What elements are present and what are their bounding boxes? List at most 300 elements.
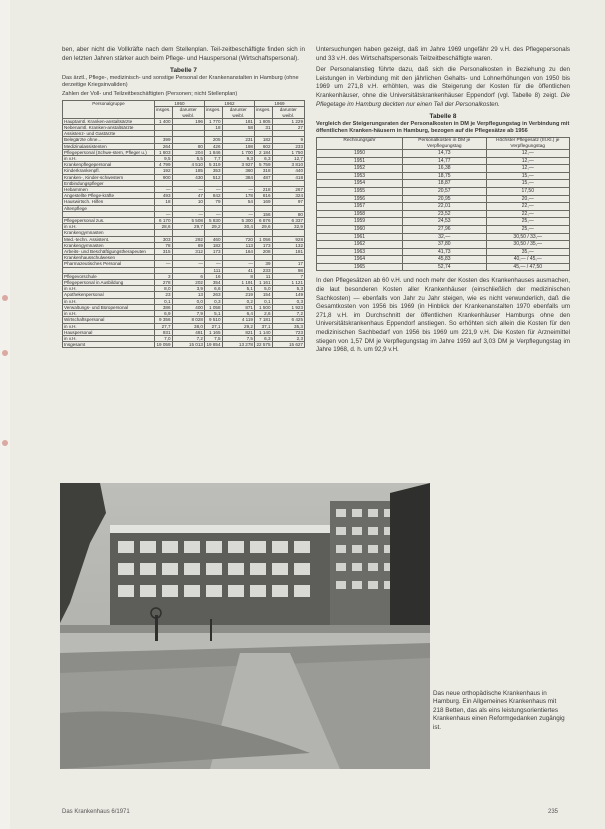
table7-row-label: Wirtschaftspersonal xyxy=(63,317,155,323)
table7-cell: 18 xyxy=(154,199,172,205)
table7-cell: 312 xyxy=(172,249,204,255)
table7-row-label: Pflegepersonal zus. xyxy=(63,218,155,224)
table7-cell: 1 056 xyxy=(254,236,272,242)
table7-cell: 723 xyxy=(272,329,304,335)
table8-row xyxy=(317,263,570,271)
table7-cell: 231 xyxy=(222,137,254,143)
table7-cell: 111 xyxy=(204,267,222,273)
table7-cell: 1 165 xyxy=(204,329,222,335)
table7-cell: 0,2 xyxy=(222,298,254,304)
table7-cell: 9,3 xyxy=(222,156,254,162)
table7-cell: 7 xyxy=(272,273,304,279)
table7-cell: 1 750 xyxy=(272,149,304,155)
right-paragraph-2 xyxy=(316,66,570,109)
table8-cell: 23,52 xyxy=(403,210,486,218)
table7-cell: 208 xyxy=(254,249,272,255)
table7-row-label: Kinderkrankenpfl. xyxy=(63,168,155,174)
table7-cell: 10 xyxy=(172,199,204,205)
table7-cell: 35,3 xyxy=(272,323,304,329)
table8-cell: 1952 xyxy=(317,165,403,173)
table7-cell: 16 xyxy=(204,273,222,279)
table7-cell: 154 xyxy=(254,292,272,298)
table7-row-label: Krankenpflegepersonal xyxy=(63,162,155,168)
table7-cell: 9 510 xyxy=(204,317,222,323)
table7-cell: 218 xyxy=(254,187,272,193)
table7-cell: 292 xyxy=(172,236,204,242)
table7-cell: 6 337 xyxy=(272,218,304,224)
table7-cell: 5,0 xyxy=(254,286,272,292)
table7-cell: 17 xyxy=(272,261,304,267)
table8-row xyxy=(317,203,570,211)
table8-row xyxy=(317,233,570,241)
table7-cell: 399 xyxy=(154,137,172,143)
table8-row xyxy=(317,256,570,264)
table8-cell: 14,73 xyxy=(403,149,486,157)
table7-cell: 7,5 xyxy=(222,335,254,341)
table7-cell: 0,1 xyxy=(254,298,272,304)
table7-cell: — xyxy=(222,187,254,193)
table7-cell: 2,6 xyxy=(254,311,272,317)
table7-cell: 97 xyxy=(272,199,304,205)
table7-cell: 384 xyxy=(222,174,254,180)
table7-cell: 32,9 xyxy=(272,224,304,230)
table7-row-label: Hebammen xyxy=(63,187,155,193)
right-paragraph-2-italic: Die Pflegetage im Hamburg deckten nur einen Teil der Personalkosten. xyxy=(316,91,570,108)
table7-row-label: Krankengymnasten xyxy=(63,242,155,248)
table7-cell: — xyxy=(172,261,204,267)
table7-cell: 821 xyxy=(222,329,254,335)
table8-cell: 12,— xyxy=(486,165,570,173)
table8-row xyxy=(317,241,570,249)
table8-cell: 20,57 xyxy=(403,187,486,195)
table7-cell: — xyxy=(172,211,204,217)
table7-cell: 6,6 xyxy=(204,286,222,292)
table8-row xyxy=(317,195,570,203)
table8-cell: 1961 xyxy=(317,233,403,241)
table7-cell: 1 161 xyxy=(254,280,272,286)
table7-row-label: in v.H. xyxy=(63,156,155,162)
table8-cell: 45,83 xyxy=(403,256,486,264)
table8-cell: 15,— xyxy=(486,172,570,180)
table7-cell: 9 xyxy=(272,137,304,143)
table7-header-group: Personalgruppe xyxy=(63,101,155,119)
table8-row xyxy=(317,165,570,173)
table7-cell: 512 xyxy=(204,174,222,180)
page-number: 235 xyxy=(548,809,559,815)
table7-cell: 1 058 xyxy=(204,304,222,310)
table8-cell: 20,95 xyxy=(403,195,486,203)
table7-header-year: 1969 xyxy=(254,101,304,107)
table8-cell: 32,— xyxy=(403,233,486,241)
table7-cell: 1 400 xyxy=(154,118,172,124)
table8-row xyxy=(317,172,570,180)
table7-cell: 202 xyxy=(172,280,204,286)
table7-cell: 928 xyxy=(272,236,304,242)
table7-cell: 19 854 xyxy=(206,342,221,348)
table7-row xyxy=(63,342,305,348)
table8-cell: 18,75 xyxy=(403,172,486,180)
table7-subheader: darunter weibl. xyxy=(272,107,304,118)
table7-cell: 18 xyxy=(204,125,222,131)
table8-title: Tabelle 8 xyxy=(429,113,457,121)
table7-cell: 192 xyxy=(154,168,172,174)
table7-cell: 353 xyxy=(204,168,222,174)
table7-cell: 23 xyxy=(154,292,172,298)
table7-cell: 5 759 xyxy=(254,162,272,168)
table7-subtitle: Das ärztl., Pflege-, medizinisch- und sonstige Personal der Krankenanstalten in Hamburg (ohne derzeitige Kriegsinvaliden) xyxy=(62,75,299,89)
table7-cell: 132 xyxy=(272,242,304,248)
table8-cell: 15,— xyxy=(486,180,570,188)
table7-cell: 8 028 xyxy=(172,317,204,323)
table7-cell: 15 013 xyxy=(172,342,204,348)
table7-cell: 6,4 xyxy=(222,311,254,317)
table8-cell: 1954 xyxy=(317,180,403,188)
right-paragraph-3: In den Pflegesätzen ab 60 v.H. und noch mehr der Kosten des Krankenhauses ausmachen, die laut besonderen Kosten aller Krankenhäuser (einschließlich der medizinischen Sachkosten) — ebenfalls von Jahr zu Jahr steigen, wie es nicht verwunderlich, daß die Gesamtkosten von 1956 bis 1969 (in Hinblick der Krankenanstalten 1970 ebenfalls um 271,8 v.H. im Durchschnitt der öffentlichen Krankenhäuser Hamburgs ohne den Universitätskrankenhaus Eppendorf anstiegen. So erhöhten sich allein die Kosten für den medizinischen Sachbedarf von 1956 bis 1969 um 221,9 v.H. Die Kosten für Arzneimittel stiegen von 1,57 DM je Verpflegungstag im Jahre 1959 auf 3,03 DM je Verpflegungstag im Jahre 1968, d. h. um 92,9 v.H. xyxy=(316,277,570,354)
table7-cell: 15 627 xyxy=(272,342,304,348)
table8-row xyxy=(317,149,570,157)
table7-cell: 78 xyxy=(154,242,172,248)
table7-cell: — xyxy=(204,211,222,217)
footer-journal: Das Krankenhaus 6/1971 xyxy=(62,809,130,815)
table8-row xyxy=(317,157,570,165)
table7-cell: 182 xyxy=(204,242,222,248)
table7-cell: 196 xyxy=(172,118,204,124)
table8-cell: 45,— / 47,50 xyxy=(486,263,570,271)
right-column xyxy=(316,46,570,358)
table7 xyxy=(62,100,305,348)
table7-cell: 58 xyxy=(222,125,254,131)
table7-cell: 4 119 xyxy=(222,317,254,323)
table8-cell: 1955 xyxy=(317,187,403,195)
table8 xyxy=(316,137,570,271)
table7-cell: 481 xyxy=(172,329,204,335)
table7-cell: 178 xyxy=(222,193,254,199)
table7-row-label: Assistenz- und Gastärzte xyxy=(63,131,155,137)
table7-cell: 720 xyxy=(222,236,254,242)
table7-row-label: Med.-techn. Assistent. xyxy=(63,236,155,242)
table7-cell: 37,1 xyxy=(254,323,272,329)
table7-row-label: Pflegevorschule xyxy=(63,273,155,279)
table7-subheader: darunter weibl. xyxy=(172,107,204,118)
punch-hole xyxy=(2,440,8,446)
table7-cell: 7,2 xyxy=(172,335,204,341)
punch-hole xyxy=(2,350,8,356)
table7-cell: 185 xyxy=(172,168,204,174)
table8-cell: 1965 xyxy=(317,263,403,271)
table7-cell: 5,1 xyxy=(204,311,222,317)
table8-cell: 37,80 xyxy=(403,241,486,249)
table8-row xyxy=(317,187,570,195)
table7-cell: 5 319 xyxy=(204,162,222,168)
table7-cell: 3 927 xyxy=(222,162,254,168)
table7-cell: — xyxy=(204,187,222,193)
table7-row-label: Kranken-, Kinder-schwestern xyxy=(63,174,155,180)
table7-cell: 54 xyxy=(222,199,254,205)
table7-cell: 1 500 xyxy=(254,304,272,310)
table7-cell: 11 xyxy=(254,273,272,279)
table7-cell: 1 805 xyxy=(254,118,272,124)
table7-row-label: in v.H. xyxy=(63,224,155,230)
table7-cell: 8,0 xyxy=(154,286,172,292)
table7-cell: 113 xyxy=(222,242,254,248)
table7-title: Tabelle 7 xyxy=(170,67,197,75)
table7-cell: 1 846 xyxy=(204,149,222,155)
table7-cell: 219 xyxy=(222,292,254,298)
table8-row xyxy=(317,210,570,218)
table8-cell: 25,— xyxy=(486,218,570,226)
table7-cell: 6,3 xyxy=(254,156,272,162)
table7-cell: 29,2 xyxy=(222,323,254,329)
table7-cell: 264 xyxy=(154,143,172,149)
table8-cell: 16,38 xyxy=(403,165,486,173)
table7-cell: 5 300 xyxy=(222,218,254,224)
table8-cell: 1950 xyxy=(317,149,403,157)
table8-cell: 22,— xyxy=(486,210,570,218)
table8-cell: 1951 xyxy=(317,157,403,165)
table8-cell: 22,01 xyxy=(403,203,486,211)
table7-cell: 28,6 xyxy=(154,224,172,230)
table7-cell: 12,7 xyxy=(272,156,304,162)
table7-row-label: Pharmazeutisches Personal xyxy=(63,261,155,267)
table7-cell: 418 xyxy=(272,174,304,180)
table8-header-cost: Personalkosten in DM je Verpflegungstag xyxy=(403,138,486,150)
table7-row-label: in v.H. xyxy=(63,286,155,292)
table7-subheader: darunter weibl. xyxy=(222,107,254,118)
table8-row xyxy=(317,225,570,233)
table7-cell: 0,3 xyxy=(272,298,304,304)
table7-row-label: in v.H. xyxy=(63,298,155,304)
table7-cell: 22 575 xyxy=(256,342,271,348)
table7-row-label: Insgesamt xyxy=(63,342,155,348)
table7-cell: 440 xyxy=(272,168,304,174)
table7-cell: 9 356 xyxy=(154,317,172,323)
table7-cell: 38,0 xyxy=(172,323,204,329)
table8-cell: 17,50 xyxy=(486,187,570,195)
table7-cell: 278 xyxy=(154,280,172,286)
table7-cell: 31 xyxy=(254,125,272,131)
table7-cell: 7,9 xyxy=(172,311,204,317)
table8-cell: 18,87 xyxy=(403,180,486,188)
table7-row-label: Hauspersonal xyxy=(63,329,155,335)
table7-cell: 5,5 xyxy=(172,156,204,162)
table7-cell: 19 059 xyxy=(156,342,171,348)
table7-cell: 900 xyxy=(154,174,172,180)
table7-cell: 149 xyxy=(272,292,304,298)
table7-cell: 1 191 xyxy=(222,280,254,286)
photo-caption: Das neue orthopädische Krankenhaus in Hamburg. Ein Allgemeines Krankenhaus mit 218 Betten, das als eins leistungsorientiertes Krankenhaus einen Reformgedanken zugängig ist. xyxy=(433,690,565,731)
table7-cell: 6 xyxy=(172,273,204,279)
left-column xyxy=(62,46,305,348)
table7-cell: 41 xyxy=(222,267,254,273)
table7-cell: 13 xyxy=(172,292,204,298)
table7-cell: 47 xyxy=(172,193,204,199)
table7-cell: 0,3 xyxy=(204,298,222,304)
table7-cell: 69 xyxy=(172,242,204,248)
table7-cell: 3,9 xyxy=(172,286,204,292)
table8-cell: 22,— xyxy=(486,203,570,211)
table7-cell: 430 xyxy=(172,174,204,180)
table7-cell: 205 xyxy=(204,137,222,143)
table7-row-label: Hauptamtl. Kranken-anstaltsärzte xyxy=(63,118,155,124)
table8-cell: 1964 xyxy=(317,256,403,264)
table8-cell: 1962 xyxy=(317,241,403,249)
table7-cell: — xyxy=(154,211,172,217)
table7-cell: 931 xyxy=(154,329,172,335)
table7-cell: 1 770 xyxy=(204,118,222,124)
table8-cell: 27,96 xyxy=(403,225,486,233)
table7-row-label: Krankenhausschulwesen xyxy=(63,255,155,261)
table7-cell: 30,4 xyxy=(222,224,254,230)
left-intro-paragraph: ben, aber nicht die Vollkräfte nach dem Stellenplan. Teil-zeitbeschäftigte finden sich in den letzten Jahren stärker auch beim Pflege- und Hauspersonal (Wirtschaftspersonal). xyxy=(62,46,305,62)
table8-cell: 1956 xyxy=(317,195,403,203)
table8-cell: 52,74 xyxy=(403,263,486,271)
table7-cell: 7,5 xyxy=(204,335,222,341)
table7-cell: 29,2 xyxy=(204,224,222,230)
table7-row-label: Verwaltungs- und Büropersonal xyxy=(63,304,155,310)
table7-cell: 198 xyxy=(222,143,254,149)
table7-cell: 7 181 xyxy=(254,317,272,323)
table7-cell: 8 xyxy=(222,273,254,279)
table7-subheader: insges. xyxy=(154,107,172,118)
punch-hole xyxy=(2,295,8,301)
table8-cell: 35,— xyxy=(486,248,570,256)
table7-cell: 6 170 xyxy=(154,218,172,224)
table7-cell: 156 xyxy=(254,211,272,217)
table7-cell: 315 xyxy=(154,249,172,255)
table7-cell: 460 xyxy=(204,236,222,242)
table8-row xyxy=(317,180,570,188)
table7-subheader: insges. xyxy=(204,107,222,118)
table7-cell: 6 425 xyxy=(272,317,304,323)
table7-row-label: in v.H. xyxy=(63,311,155,317)
table7-cell: 2 184 xyxy=(254,149,272,155)
table7-cell: 263 xyxy=(204,292,222,298)
table7-row-label: Apothekenpersonal xyxy=(63,292,155,298)
table7-cell: 400 xyxy=(172,304,204,310)
table7-cell: 267 xyxy=(272,187,304,193)
table7-cell: 9,5 xyxy=(154,156,172,162)
table8-row xyxy=(317,248,570,256)
table7-cell: 7,0 xyxy=(154,335,172,341)
table7-cell: 27,1 xyxy=(204,323,222,329)
table7-cell: 602 xyxy=(254,143,272,149)
right-paragraph-2-text: Der Personalanstieg führte dazu, daß sich die Personalkosten in Beziehung zu den Leistungen in Verbindung mit den jährlichen Gehalts- und Lohnerhöhungen von 1950 bis 1969 um 271,8 v.H. erhöhten, was die Steigerung der Kosten für die öffentlichen Krankenhäuser, ohne die Universitätskrankenhäuser Eppendorf (vgl. Tabelle 8) zeigt. xyxy=(316,66,570,99)
table7-cell: 27 xyxy=(272,125,304,131)
table8-cell: 12,— xyxy=(486,149,570,157)
table7-cell: 324 xyxy=(272,193,304,199)
table8-cell: 1957 xyxy=(317,203,403,211)
table7-cell: 816 xyxy=(254,193,272,199)
table7-cell: 80 xyxy=(172,143,204,149)
table7-row-label: Entbindungspfleger xyxy=(63,180,155,186)
table7-cell: 4 799 xyxy=(154,162,172,168)
table7-cell: 169 xyxy=(254,199,272,205)
hospital-building-image xyxy=(60,483,430,769)
table7-header-year: 1962 xyxy=(204,101,254,107)
table7-cell: 204 xyxy=(172,149,204,155)
table7-cell: 0,1 xyxy=(154,298,172,304)
table7-cell: 4 510 xyxy=(172,162,204,168)
table7-cell: 1 140 xyxy=(254,329,272,335)
table7-cell: 0,0 xyxy=(172,298,204,304)
table7-cell: 173 xyxy=(204,249,222,255)
table7-cell: 7,7 xyxy=(204,156,222,162)
table8-header-rate: Höchster Pflegesatz (III.Kl.) je Verpflegungstag xyxy=(486,138,570,150)
table8-cell: 30,50 / 35,— xyxy=(486,241,570,249)
table7-cell: 1 121 xyxy=(272,280,304,286)
table7-row-label: Krankengymnasten xyxy=(63,230,155,236)
table7-note: Zahlen der Voll- und Teilzeitbeschäftigten (Personen; nicht Stellenplan) xyxy=(62,91,238,98)
table8-header-year: Rechnungsjahr xyxy=(317,138,403,150)
table7-row-label: Arbeits- und Beschäftigungstherapeuten xyxy=(63,249,155,255)
table7-cell: 303 xyxy=(154,236,172,242)
table7-cell: 233 xyxy=(254,267,272,273)
table7-cell: — xyxy=(222,211,254,217)
table7-cell: — xyxy=(222,261,254,267)
table8-cell: 14,77 xyxy=(403,157,486,165)
table7-row-label: Pflegepersonal in Ausbildung xyxy=(63,280,155,286)
table7-cell: 1 803 xyxy=(154,149,172,155)
table8-cell: 1958 xyxy=(317,210,403,218)
table7-cell: 79 xyxy=(204,199,222,205)
table7-cell: — xyxy=(154,187,172,193)
table7-cell: — xyxy=(172,187,204,193)
table8-cell: 30,50 / 33,— xyxy=(486,233,570,241)
table7-cell: 6,3 xyxy=(254,335,272,341)
table7-cell: 6,9 xyxy=(154,311,172,317)
table8-cell: 20,— xyxy=(486,195,570,203)
right-paragraph-1: Untersuchungen haben gezeigt, daß im Jahre 1969 ungefähr 29 v.H. des Pflegepersonals und 33 v.H. des Wirtschaftspersonals Teilzeitbeschäftigte waren. xyxy=(316,46,570,62)
table7-row-label: Nebenamtl. Kranken-anstaltsärzte xyxy=(63,125,155,131)
table7-cell: 27,7 xyxy=(154,323,172,329)
table7-row-label: Belegärzte ohne... xyxy=(63,137,155,143)
table7-cell: 871 xyxy=(222,304,254,310)
table7-row-label: in v.H. xyxy=(63,323,155,329)
table7-cell: 7,2 xyxy=(272,311,304,317)
table7-row-label: Altenpflege xyxy=(63,205,155,211)
table7-subheader: insges. xyxy=(254,107,272,118)
table7-cell: 39 xyxy=(254,261,272,267)
table7-cell: 5 508 xyxy=(172,218,204,224)
table7-cell: 493 xyxy=(154,193,172,199)
table7-cell: 5,1 xyxy=(222,286,254,292)
table7-cell: 164 xyxy=(222,249,254,255)
table8-cell: 1963 xyxy=(317,248,403,256)
table7-cell: — xyxy=(204,261,222,267)
table7-cell: 487 xyxy=(254,174,272,180)
table7-cell: — xyxy=(154,261,172,267)
table8-cell: 1960 xyxy=(317,225,403,233)
table7-cell: 3 xyxy=(154,273,172,279)
table7-row-label: Angestellte Pflege-kräfte xyxy=(63,193,155,199)
table7-cell: 1 923 xyxy=(272,304,304,310)
table8-row xyxy=(317,218,570,226)
table7-cell: 1 229 xyxy=(272,118,304,124)
table7-cell: 386 xyxy=(154,304,172,310)
table8-cell: 1953 xyxy=(317,172,403,180)
table7-row-label: in v.H. xyxy=(63,335,155,341)
table7-cell: 842 xyxy=(204,193,222,199)
table7-cell: 3 810 xyxy=(272,162,304,168)
table7-cell: 98 xyxy=(272,267,304,273)
table7-cell: 29,7 xyxy=(172,224,204,230)
table7-cell: 181 xyxy=(272,249,304,255)
table7-row-label: Medizinalassistenten xyxy=(63,143,155,149)
table8-cell: 40,— / 45,— xyxy=(486,256,570,264)
page-binding-edge xyxy=(0,0,10,829)
table7-cell: 426 xyxy=(204,143,222,149)
table7-cell: 181 xyxy=(222,118,254,124)
